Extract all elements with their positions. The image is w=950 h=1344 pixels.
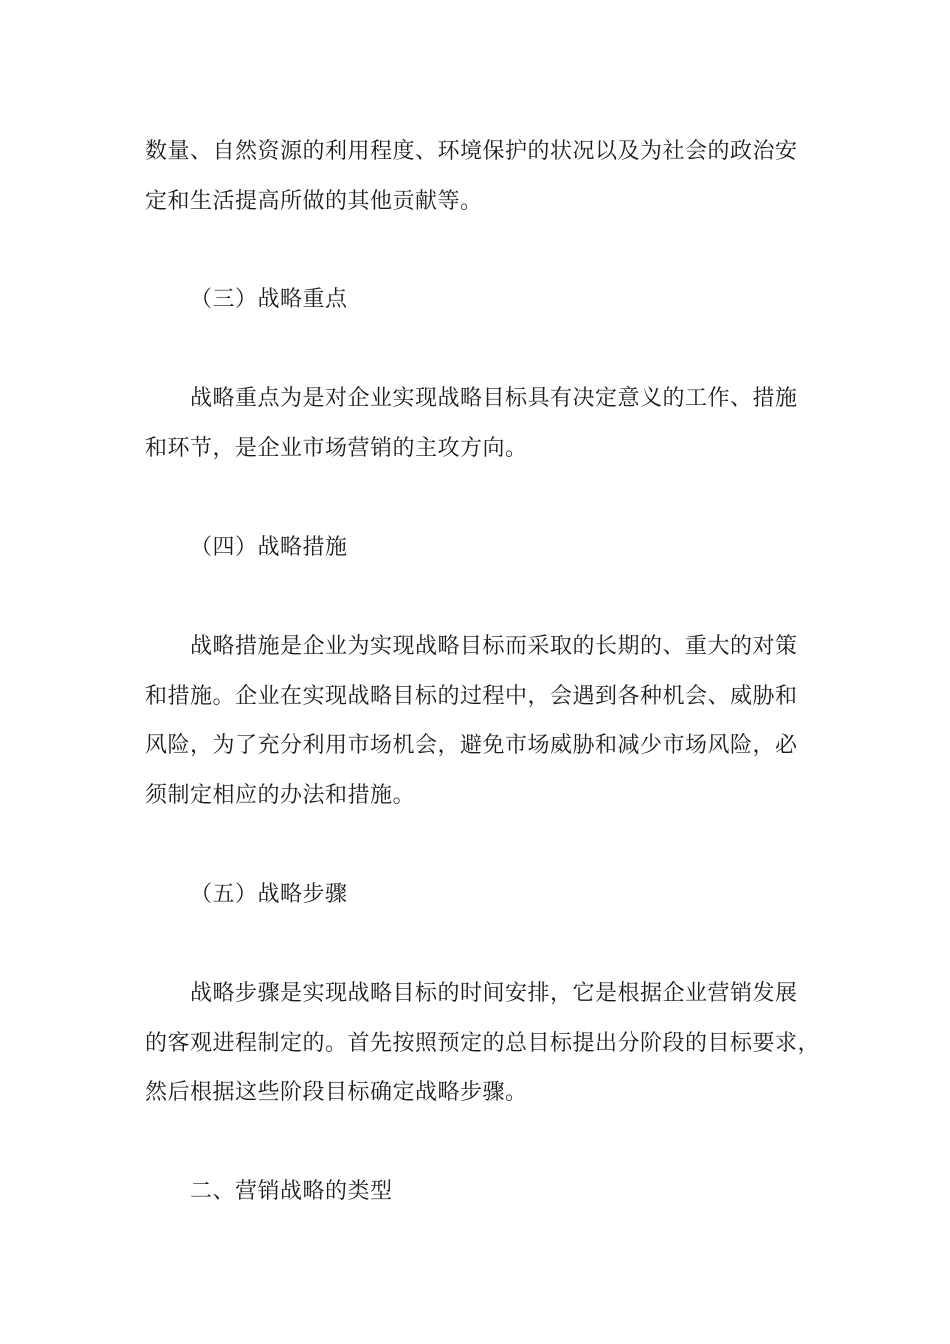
section-heading-marketing-strategy-types: 二、营销战略的类型 <box>190 1179 393 1204</box>
paragraph-intro-line-2: 定和生活提高所做的其他贡献等。 <box>145 189 483 214</box>
paragraph-5-line-1: 战略步骤是实现战略目标的时间安排，它是根据企业营销发展 <box>190 981 798 1006</box>
heading-strategy-steps: （五）战略步骤 <box>190 882 348 907</box>
heading-strategy-focus: （三）战略重点 <box>190 287 348 312</box>
paragraph-4-line-2: 和措施。企业在实现战略目标的过程中，会遇到各种机会、威胁和 <box>145 684 798 709</box>
paragraph-4-line-4: 须制定相应的办法和措施。 <box>145 783 416 808</box>
paragraph-3-line-2: 和环节，是企业市场营销的主攻方向。 <box>145 436 528 461</box>
paragraph-5-line-3: 然后根据这些阶段目标确定战略步骤。 <box>145 1080 528 1105</box>
paragraph-3-line-1: 战略重点为是对企业实现战略目标具有决定意义的工作、措施 <box>190 386 798 411</box>
paragraph-5-line-2: 的客观进程制定的。首先按照预定的总目标提出分阶段的目标要求， <box>145 1031 821 1056</box>
paragraph-intro-line-1: 数量、自然资源的利用程度、环境保护的状况以及为社会的政治安 <box>145 139 798 164</box>
heading-strategy-measures: （四）战略措施 <box>190 535 348 560</box>
paragraph-4-line-3: 风险，为了充分利用市场机会，避免市场威胁和减少市场风险，必 <box>145 733 798 758</box>
paragraph-4-line-1: 战略措施是企业为实现战略目标而采取的长期的、重大的对策 <box>190 634 798 659</box>
